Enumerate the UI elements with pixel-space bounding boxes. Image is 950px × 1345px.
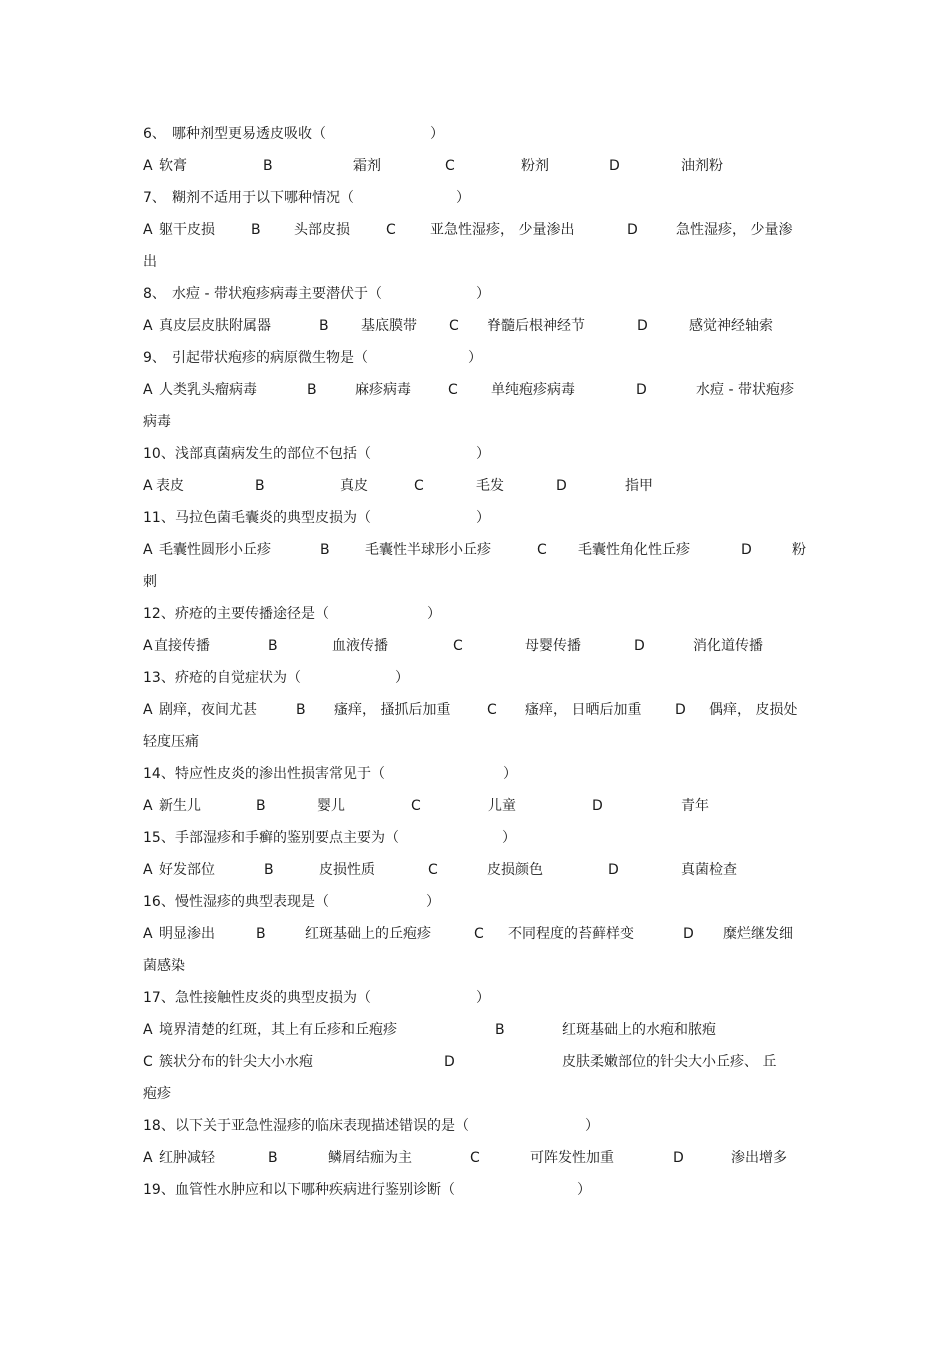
option-c-text: 不同程度的苔藓样变	[508, 926, 634, 942]
option-d-continuation: 疱疹	[143, 1086, 171, 1102]
option-c-text: 儿童	[488, 798, 516, 814]
question-number: 13、	[143, 670, 175, 686]
option-d-letter: D	[634, 638, 645, 654]
question-text: 浅部真菌病发生的部位不包括（	[175, 446, 371, 462]
question-number: 19、	[143, 1182, 175, 1198]
option-a-text: 剧痒，夜间尤甚	[159, 702, 257, 718]
option-b-text: 真皮	[340, 478, 368, 494]
question-text: 马拉色菌毛囊炎的典型皮损为（	[175, 510, 371, 526]
option-b-text: 鳞屑结痂为主	[328, 1150, 412, 1166]
option-d-continuation: 菌感染	[143, 958, 185, 974]
option-d-letter: D	[683, 926, 694, 942]
option-c-letter: C	[386, 222, 396, 238]
question-text: 糊剂不适用于以下哪种情况（	[172, 190, 354, 206]
answer-blank-close: ）	[456, 190, 470, 206]
option-d-letter: D	[741, 542, 752, 558]
option-a-text: 境界清楚的红斑，其上有丘疹和丘疱疹	[159, 1022, 397, 1038]
question-text: 以下关于亚急性湿疹的临床表现描述错误的是（	[175, 1118, 469, 1134]
option-b-letter: B	[251, 222, 261, 238]
option-d-letter: D	[444, 1054, 455, 1070]
question-text: 引起带状疱疹的病原微生物是（	[172, 350, 368, 366]
question-11-stem	[143, 502, 813, 534]
option-a-letter: A	[143, 158, 153, 174]
option-a-text: 软膏	[159, 158, 187, 174]
option-a-text: 表皮	[156, 478, 184, 494]
option-b-letter: B	[264, 862, 274, 878]
answer-blank-close: ）	[426, 894, 440, 910]
option-d-letter: D	[673, 1150, 684, 1166]
option-b-letter: B	[256, 926, 266, 942]
answer-blank-close: ）	[585, 1118, 599, 1134]
option-c-letter: C	[470, 1150, 480, 1166]
option-d-letter: D	[592, 798, 603, 814]
answer-blank-close: ）	[502, 830, 516, 846]
question-text: 手部湿疹和手癣的鉴别要点主要为（	[175, 830, 399, 846]
option-d-continuation: 刺	[143, 574, 157, 590]
option-a-letter: A	[143, 862, 153, 878]
question-7-stem	[143, 182, 813, 214]
option-c-letter: C	[445, 158, 455, 174]
question-16-wrap	[143, 950, 813, 982]
option-d-continuation: 出	[143, 254, 157, 270]
option-a-text: 直接传播	[154, 638, 210, 654]
question-7-wrap	[143, 246, 813, 278]
option-c-letter: C	[487, 702, 497, 718]
option-a-letter: A	[143, 798, 153, 814]
option-a-text: 明显渗出	[159, 926, 215, 942]
question-12-options	[143, 630, 813, 662]
question-text: 慢性湿疹的典型表现是（	[175, 894, 329, 910]
question-11-options	[143, 534, 813, 566]
option-a-text: 红肿减轻	[159, 1150, 215, 1166]
option-c-text: 皮损颜色	[487, 862, 543, 878]
answer-blank-close: ）	[476, 510, 490, 526]
option-b-letter: B	[296, 702, 306, 718]
question-13-options	[143, 694, 813, 726]
question-14-options	[143, 790, 813, 822]
option-b-letter: B	[307, 382, 317, 398]
question-number: 7、	[143, 190, 166, 206]
option-c-letter: C	[537, 542, 547, 558]
option-c-letter: C	[411, 798, 421, 814]
question-number: 12、	[143, 606, 175, 622]
answer-blank-close: ）	[395, 670, 409, 686]
option-a-letter: A	[143, 382, 153, 398]
option-d-text: 水痘 - 带状疱疹	[696, 382, 794, 398]
option-c-text: 亚急性湿疹， 少量渗出	[430, 222, 575, 238]
question-number: 18、	[143, 1118, 175, 1134]
option-d-text: 感觉神经轴索	[689, 318, 773, 334]
option-d-text: 偶痒， 皮损处	[709, 702, 798, 718]
question-6-options	[143, 150, 813, 182]
option-b-text: 头部皮损	[294, 222, 350, 238]
option-b-text: 基底膜带	[361, 318, 417, 334]
option-b-letter: B	[255, 478, 265, 494]
option-c-text: 毛发	[476, 478, 504, 494]
option-d-letter: D	[636, 382, 647, 398]
option-b-letter: B	[495, 1022, 505, 1038]
answer-blank-close: ）	[577, 1182, 591, 1198]
question-13-stem	[143, 662, 813, 694]
question-11-wrap	[143, 566, 813, 598]
option-a-letter: A	[143, 318, 153, 334]
option-a-letter: A	[143, 478, 153, 494]
question-9-options	[143, 374, 813, 406]
option-a-letter: A	[143, 542, 153, 558]
question-number: 16、	[143, 894, 175, 910]
question-number: 15、	[143, 830, 175, 846]
option-c-text: 母婴传播	[525, 638, 581, 654]
option-b-text: 红斑基础上的丘疱疹	[305, 926, 431, 942]
option-d-letter: D	[609, 158, 620, 174]
option-a-text: 人类乳头瘤病毒	[159, 382, 257, 398]
question-text: 特应性皮炎的渗出性损害常见于（	[175, 766, 385, 782]
option-b-text: 瘙痒， 搔抓后加重	[334, 702, 451, 718]
question-number: 8、	[143, 286, 166, 302]
question-6-stem	[143, 118, 813, 150]
question-17-options-row2	[143, 1046, 813, 1078]
option-d-letter: D	[608, 862, 619, 878]
option-b-text: 皮损性质	[319, 862, 375, 878]
option-c-text: 粉剂	[521, 158, 549, 174]
option-d-text: 渗出增多	[731, 1150, 787, 1166]
option-d-letter: D	[637, 318, 648, 334]
option-b-text: 红斑基础上的水疱和脓疱	[562, 1022, 716, 1038]
question-text: 疥疮的主要传播途径是（	[175, 606, 329, 622]
option-b-text: 毛囊性半球形小丘疹	[365, 542, 491, 558]
option-c-text: 单纯疱疹病毒	[491, 382, 575, 398]
option-b-text: 血液传播	[332, 638, 388, 654]
question-number: 10、	[143, 446, 175, 462]
question-9-stem	[143, 342, 813, 374]
option-d-text: 急性湿疹， 少量渗	[676, 222, 793, 238]
question-8-stem	[143, 278, 813, 310]
question-text: 哪种剂型更易透皮吸收（	[172, 126, 326, 142]
option-c-text: 毛囊性角化性丘疹	[578, 542, 690, 558]
option-b-letter: B	[319, 318, 329, 334]
question-15-options	[143, 854, 813, 886]
answer-blank-close: ）	[468, 350, 482, 366]
option-a-text: 好发部位	[159, 862, 215, 878]
answer-blank-close: ）	[430, 126, 444, 142]
question-number: 6、	[143, 126, 166, 142]
option-c-letter: C	[474, 926, 484, 942]
option-b-text: 霜剂	[353, 158, 381, 174]
option-b-letter: B	[268, 1150, 278, 1166]
question-14-stem	[143, 758, 813, 790]
option-b-text: 麻疹病毒	[355, 382, 411, 398]
option-a-letter: A	[143, 638, 153, 654]
question-19-stem	[143, 1174, 813, 1206]
question-15-stem	[143, 822, 813, 854]
question-9-wrap	[143, 406, 813, 438]
question-17-stem	[143, 982, 813, 1014]
question-text: 水痘 - 带状疱疹病毒主要潜伏于（	[172, 286, 382, 302]
answer-blank-close: ）	[427, 606, 441, 622]
option-a-text: 新生儿	[159, 798, 201, 814]
question-16-options	[143, 918, 813, 950]
option-c-letter: C	[449, 318, 459, 334]
answer-blank-close: ）	[476, 286, 490, 302]
option-a-letter: A	[143, 1150, 153, 1166]
question-10-stem	[143, 438, 813, 470]
option-d-text: 粉	[792, 542, 806, 558]
question-8-options	[143, 310, 813, 342]
option-a-letter: A	[143, 222, 153, 238]
option-a-text: 毛囊性圆形小丘疹	[159, 542, 271, 558]
option-d-letter: D	[556, 478, 567, 494]
option-d-text: 皮肤柔嫩部位的针尖大小丘疹、 丘	[562, 1054, 777, 1070]
option-b-letter: B	[256, 798, 266, 814]
answer-blank-close: ）	[503, 766, 517, 782]
question-18-stem	[143, 1110, 813, 1142]
option-c-text: 瘙痒， 日晒后加重	[525, 702, 642, 718]
option-a-letter: A	[143, 926, 153, 942]
option-d-continuation: 病毒	[143, 414, 171, 430]
option-c-letter: C	[414, 478, 424, 494]
answer-blank-close: ）	[476, 990, 490, 1006]
option-d-text: 青年	[681, 798, 709, 814]
question-7-options	[143, 214, 813, 246]
question-17-wrap	[143, 1078, 813, 1110]
question-17-options-row1	[143, 1014, 813, 1046]
option-c-letter: C	[143, 1054, 153, 1070]
option-b-letter: B	[263, 158, 273, 174]
option-d-text: 糜烂继发细	[723, 926, 793, 942]
option-d-continuation: 轻度压痛	[143, 734, 199, 750]
question-text: 疥疮的自觉症状为（	[175, 670, 301, 686]
option-d-text: 真菌检查	[681, 862, 737, 878]
option-c-letter: C	[453, 638, 463, 654]
option-c-text: 可阵发性加重	[530, 1150, 614, 1166]
option-a-text: 真皮层皮肤附属器	[159, 318, 271, 334]
option-d-text: 指甲	[625, 478, 653, 494]
option-c-text: 脊髓后根神经节	[487, 318, 585, 334]
option-c-letter: C	[448, 382, 458, 398]
option-d-text: 油剂粉	[681, 158, 723, 174]
option-d-letter: D	[675, 702, 686, 718]
option-a-letter: A	[143, 702, 153, 718]
option-a-letter: A	[143, 1022, 153, 1038]
question-13-wrap	[143, 726, 813, 758]
question-18-options	[143, 1142, 813, 1174]
question-12-stem	[143, 598, 813, 630]
question-16-stem	[143, 886, 813, 918]
option-d-letter: D	[627, 222, 638, 238]
question-text: 血管性水肿应和以下哪种疾病进行鉴别诊断（	[175, 1182, 455, 1198]
option-b-letter: B	[320, 542, 330, 558]
question-text: 急性接触性皮炎的典型皮损为（	[175, 990, 371, 1006]
question-number: 14、	[143, 766, 175, 782]
option-b-text: 婴儿	[317, 798, 345, 814]
question-number: 17、	[143, 990, 175, 1006]
answer-blank-close: ）	[476, 446, 490, 462]
question-10-options	[143, 470, 813, 502]
option-a-text: 躯干皮损	[159, 222, 215, 238]
question-number: 9、	[143, 350, 166, 366]
question-number: 11、	[143, 510, 175, 526]
option-b-letter: B	[268, 638, 278, 654]
option-d-text: 消化道传播	[693, 638, 763, 654]
option-c-letter: C	[428, 862, 438, 878]
option-c-text: 簇状分布的针尖大小水疱	[159, 1054, 313, 1070]
